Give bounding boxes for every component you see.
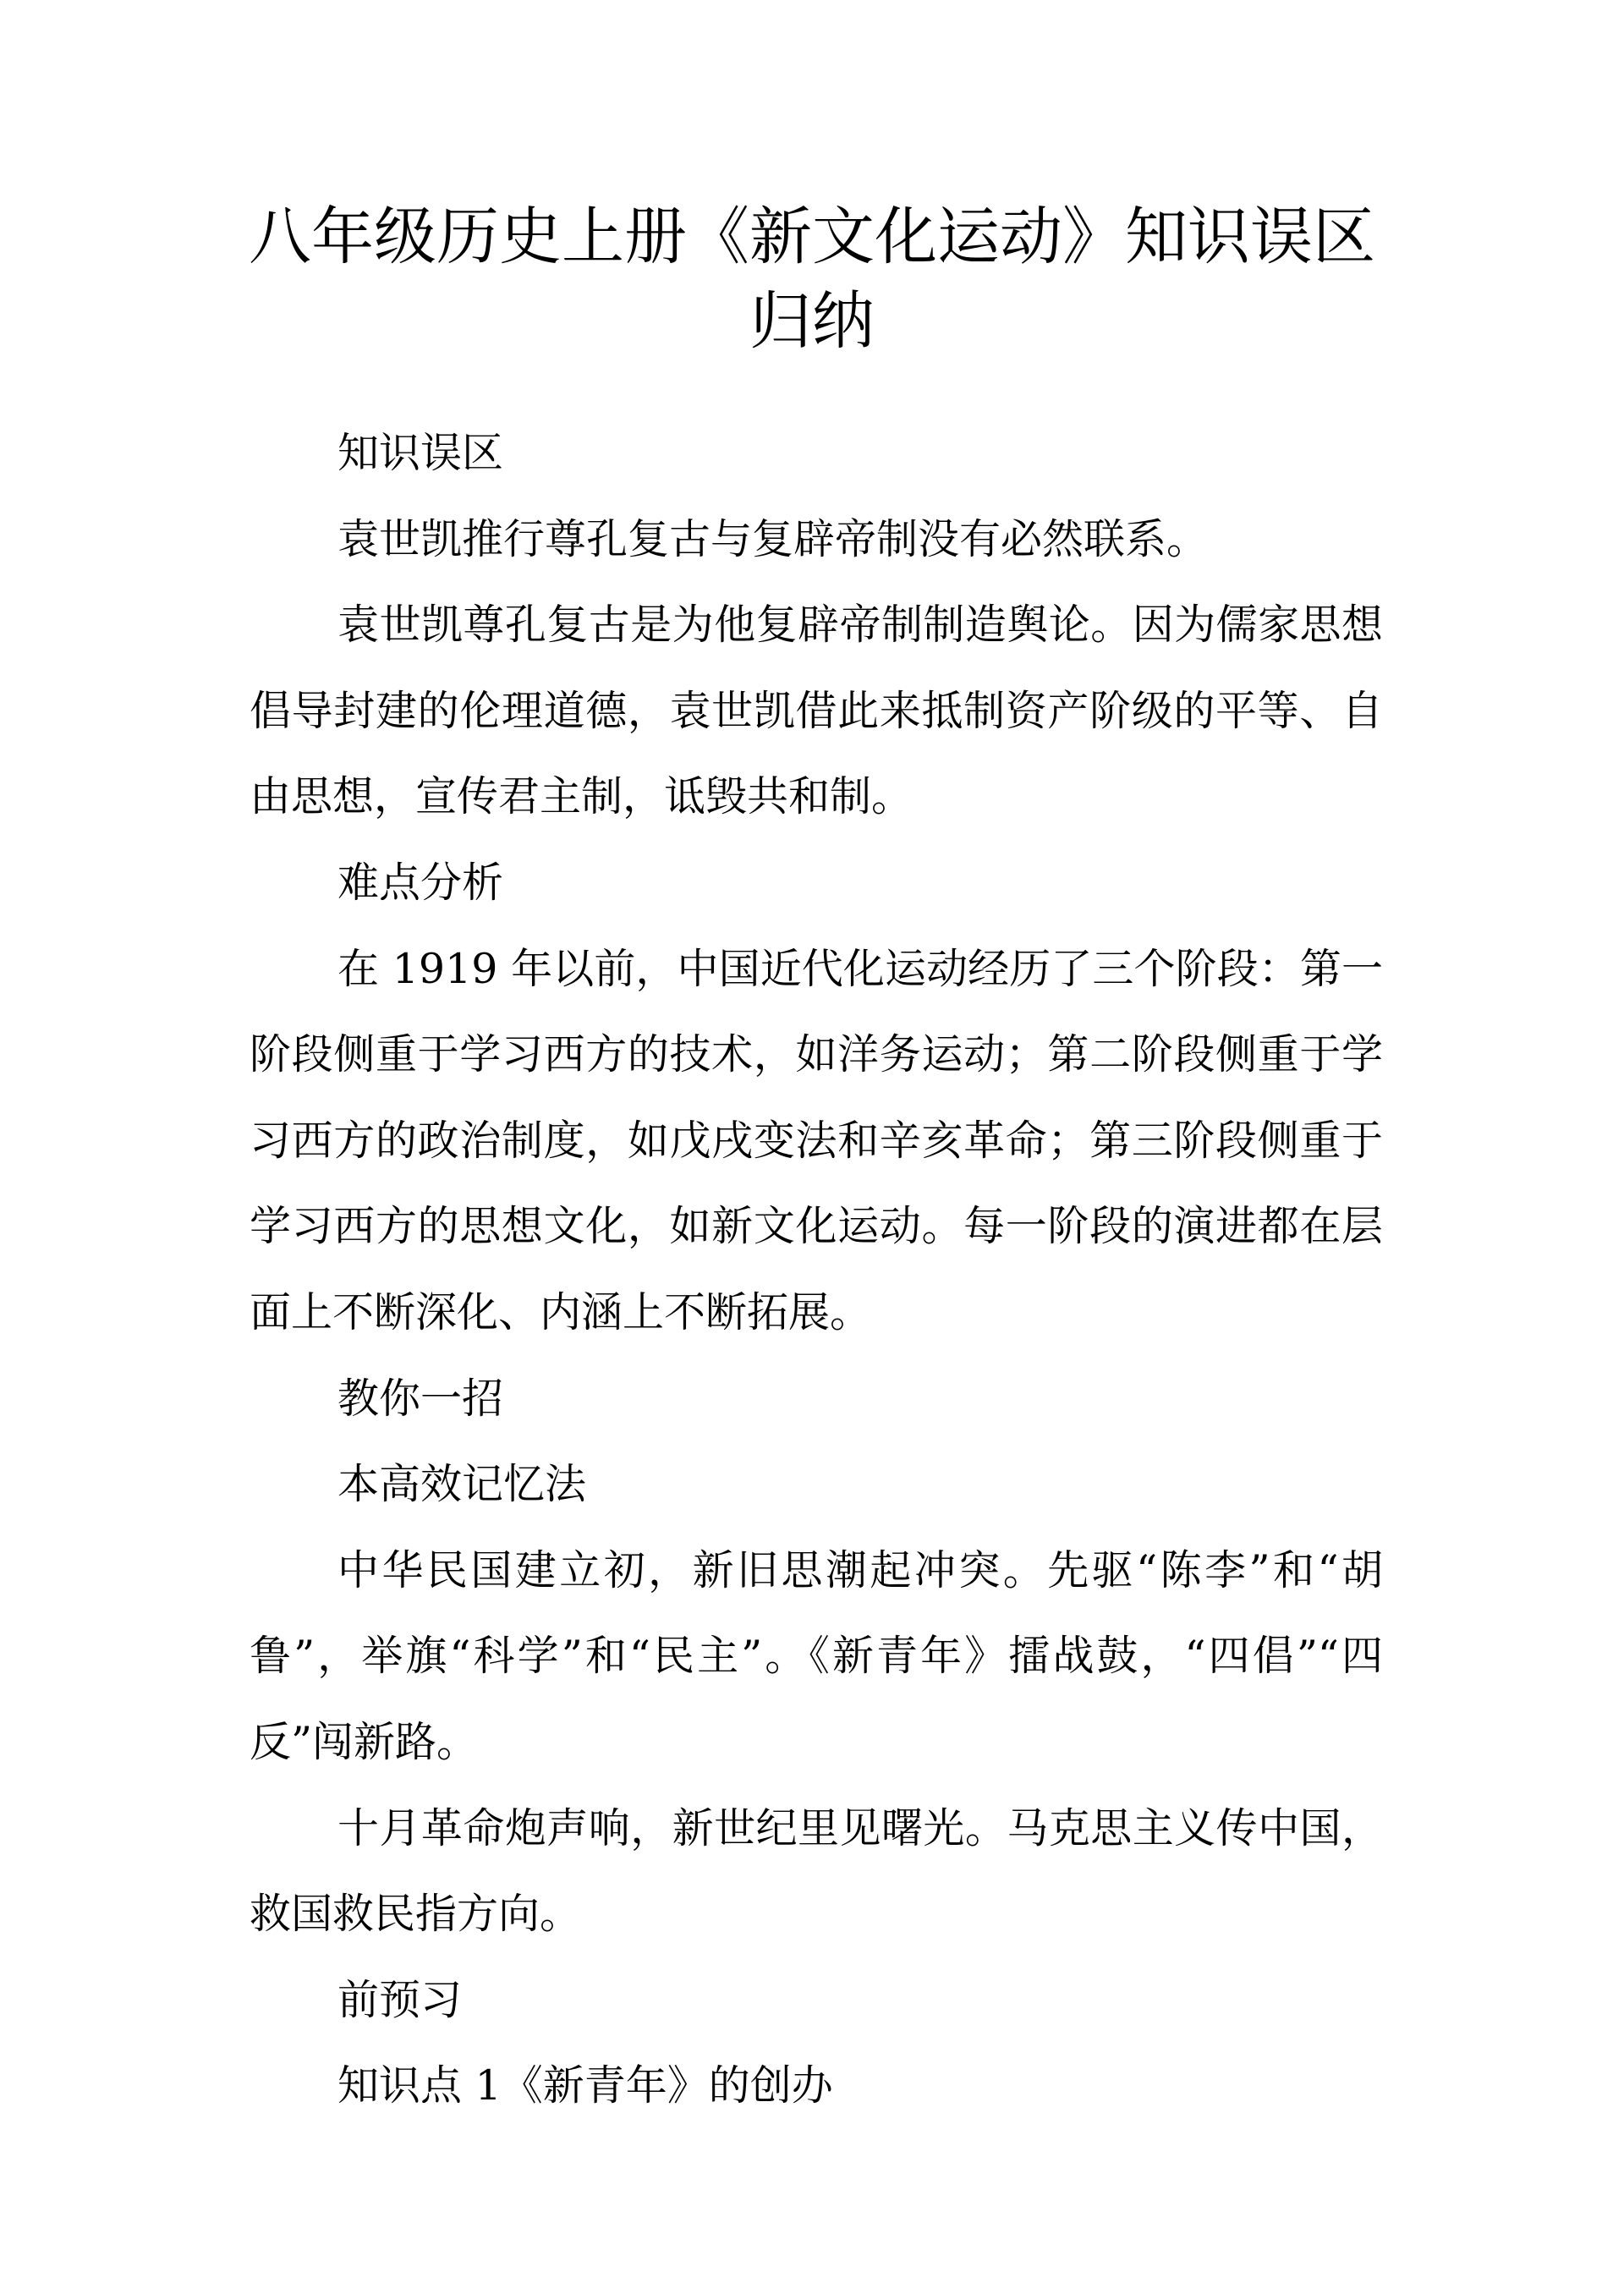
document-title: 八年级历史上册《新文化运动》知识误区归纳: [249, 200, 1375, 358]
heading-difficulty-analysis: 难点分析: [337, 858, 504, 907]
paragraph-three-stages: 在 1919 年以前，中国近代化运动经历了三个阶段：第一阶段侧重于学习西方的技术，如洋务运动；第二阶段侧重于学习西方的政治制度，如戊戌变法和辛亥革命；第三阶段侧重于学习西方的思想文化，如新文化运动。每一阶段的演进都在层面上不断深化、内涵上不断拓展。: [250, 944, 1383, 1336]
paragraph-misconception: 袁世凯推行尊孔复古与复辟帝制没有必然联系。: [337, 514, 1209, 563]
heading-tip: 教你一招: [337, 1374, 504, 1423]
heading-knowledge-misconception: 知识误区: [337, 429, 504, 477]
paragraph-mnemonic-verse-1: 中华民国建立初，新旧思潮起冲突。先驱“陈李”和“胡鲁”，举旗“科学”和“民主”。《新青年》擂战鼓，“四倡”“四反”闯新路。: [250, 1545, 1383, 1766]
paragraph-mnemonic-verse-2: 十月革命炮声响，新世纪里见曙光。马克思主义传中国，救国救民指方向。: [250, 1803, 1383, 1939]
paragraph-explanation: 袁世凯尊孔复古是为他复辟帝制制造舆论。因为儒家思想倡导封建的伦理道德，袁世凯借此来抵制资产阶级的平等、自由思想，宣传君主制，诋毁共和制。: [250, 601, 1383, 821]
heading-preview: 前预习: [337, 1975, 463, 2024]
heading-knowledge-point-1: 知识点 1《新青年》的创办: [337, 2061, 833, 2110]
document-body: [250, 410, 1383, 2129]
heading-memory-method: 本高效记忆法: [337, 1460, 587, 1509]
